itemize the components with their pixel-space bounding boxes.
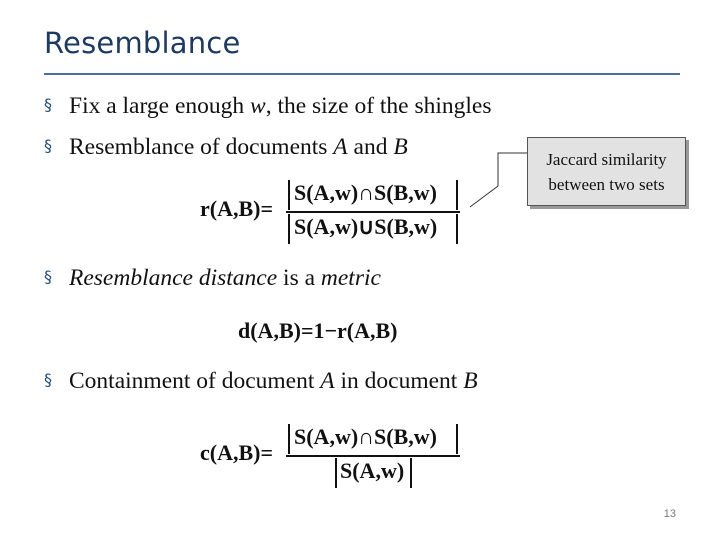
callout-line-2: between two sets <box>548 174 665 194</box>
equation-denominator: S(A,w) <box>340 458 405 483</box>
equation-denominator: S(A,w)∪S(B,w) <box>294 214 438 239</box>
abs-bar <box>456 214 458 244</box>
slide-title: Resemblance <box>44 26 241 60</box>
resemblance-equation <box>200 176 470 246</box>
equation-numerator: S(A,w)∩S(B,w) <box>294 180 437 205</box>
bullet-text: Fix a large enough w, the size of the shingles <box>69 93 492 119</box>
fraction-line <box>286 455 460 457</box>
fraction-line <box>286 211 460 213</box>
equation-lhs: c(A,B)= <box>200 440 274 465</box>
callout-line-1: Jaccard similarity <box>546 149 667 169</box>
equation-lhs: r(A,B)= <box>200 196 274 221</box>
bullet-marker: § <box>44 370 52 389</box>
abs-bar <box>288 424 290 454</box>
abs-bar <box>456 180 458 210</box>
abs-bar <box>288 180 290 210</box>
abs-bar <box>335 458 337 488</box>
bullet-marker: § <box>44 136 52 155</box>
bullet-distance <box>44 265 381 292</box>
bullet-text: Resemblance of documents A and B <box>69 134 408 160</box>
bullet-marker: § <box>44 267 52 286</box>
abs-bar <box>410 458 412 488</box>
bullet-containment <box>44 368 478 395</box>
distance-equation: d(A,B)=1−r(A,B) <box>238 318 398 343</box>
containment-equation <box>200 420 470 490</box>
bullet-text: Resemblance distance is a metric <box>69 265 381 291</box>
abs-bar <box>288 214 290 244</box>
bullet-text: Containment of document A in document B <box>69 368 478 394</box>
jaccard-callout <box>527 137 686 206</box>
page-number: 13 <box>663 508 676 520</box>
abs-bar <box>456 424 458 454</box>
equation-numerator: S(A,w)∩S(B,w) <box>294 424 437 449</box>
bullet-marker: § <box>44 95 52 114</box>
